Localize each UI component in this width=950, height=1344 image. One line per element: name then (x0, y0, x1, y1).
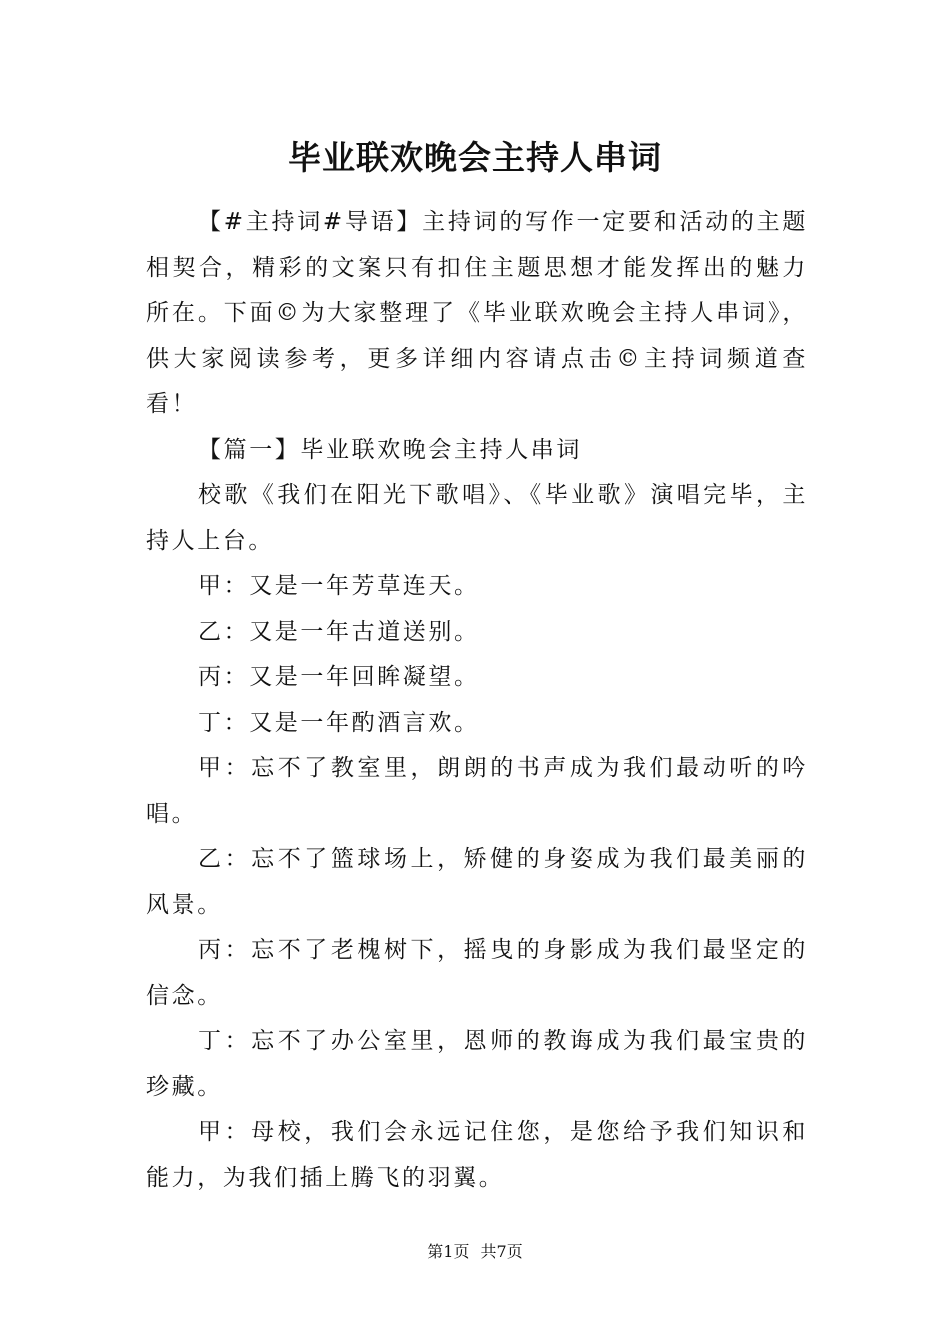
dialogue-line: 乙：又是一年古道送别。 (198, 618, 480, 645)
document-title: 毕业联欢晚会主持人串词 (288, 138, 662, 177)
dialogue-line: 丁：忘不了办公室里，恩师的教诲成为我们最宝贵的珍藏。 (146, 1028, 808, 1100)
intro-paragraph: 【#主持词#导语】主持词的写作一定要和活动的主题相契合，精彩的文案只有扣住主题思想才能发挥出的魅力所在。下面©为大家整理了《毕业联欢晚会主持人串词》，供大家阅读参考，更多详细内容请点击©主持词频道查看！ (146, 209, 808, 417)
document-body (146, 200, 808, 1201)
dialogue-line: 丁：又是一年酌酒言欢。 (198, 709, 480, 736)
dialogue-line: 丙：又是一年回眸凝望。 (198, 664, 480, 690)
section-heading: 【篇一】毕业联欢晚会主持人串词 (198, 436, 582, 463)
dialogue-line: 甲：母校，我们会永远记住您，是您给予我们知识和能力，为我们插上腾飞的羽翼。 (146, 1119, 808, 1191)
page-footer (0, 1240, 950, 1264)
dialogue-line: 甲：忘不了教室里，朗朗的书声成为我们最动听的吟唱。 (146, 755, 808, 827)
body-paragraph: 校歌《我们在阳光下歌唱》、《毕业歌》演唱完毕，主持人上台。 (146, 482, 808, 554)
dialogue-line: 丙：忘不了老槐树下，摇曳的身影成为我们最坚定的信念。 (146, 937, 808, 1009)
page-number: 第1页 (427, 1242, 470, 1261)
dialogue-line: 甲：又是一年芳草连天。 (198, 573, 480, 599)
dialogue-line: 乙：忘不了篮球场上，矫健的身姿成为我们最美丽的风景。 (146, 846, 808, 918)
page-total: 共7页 (480, 1242, 523, 1261)
